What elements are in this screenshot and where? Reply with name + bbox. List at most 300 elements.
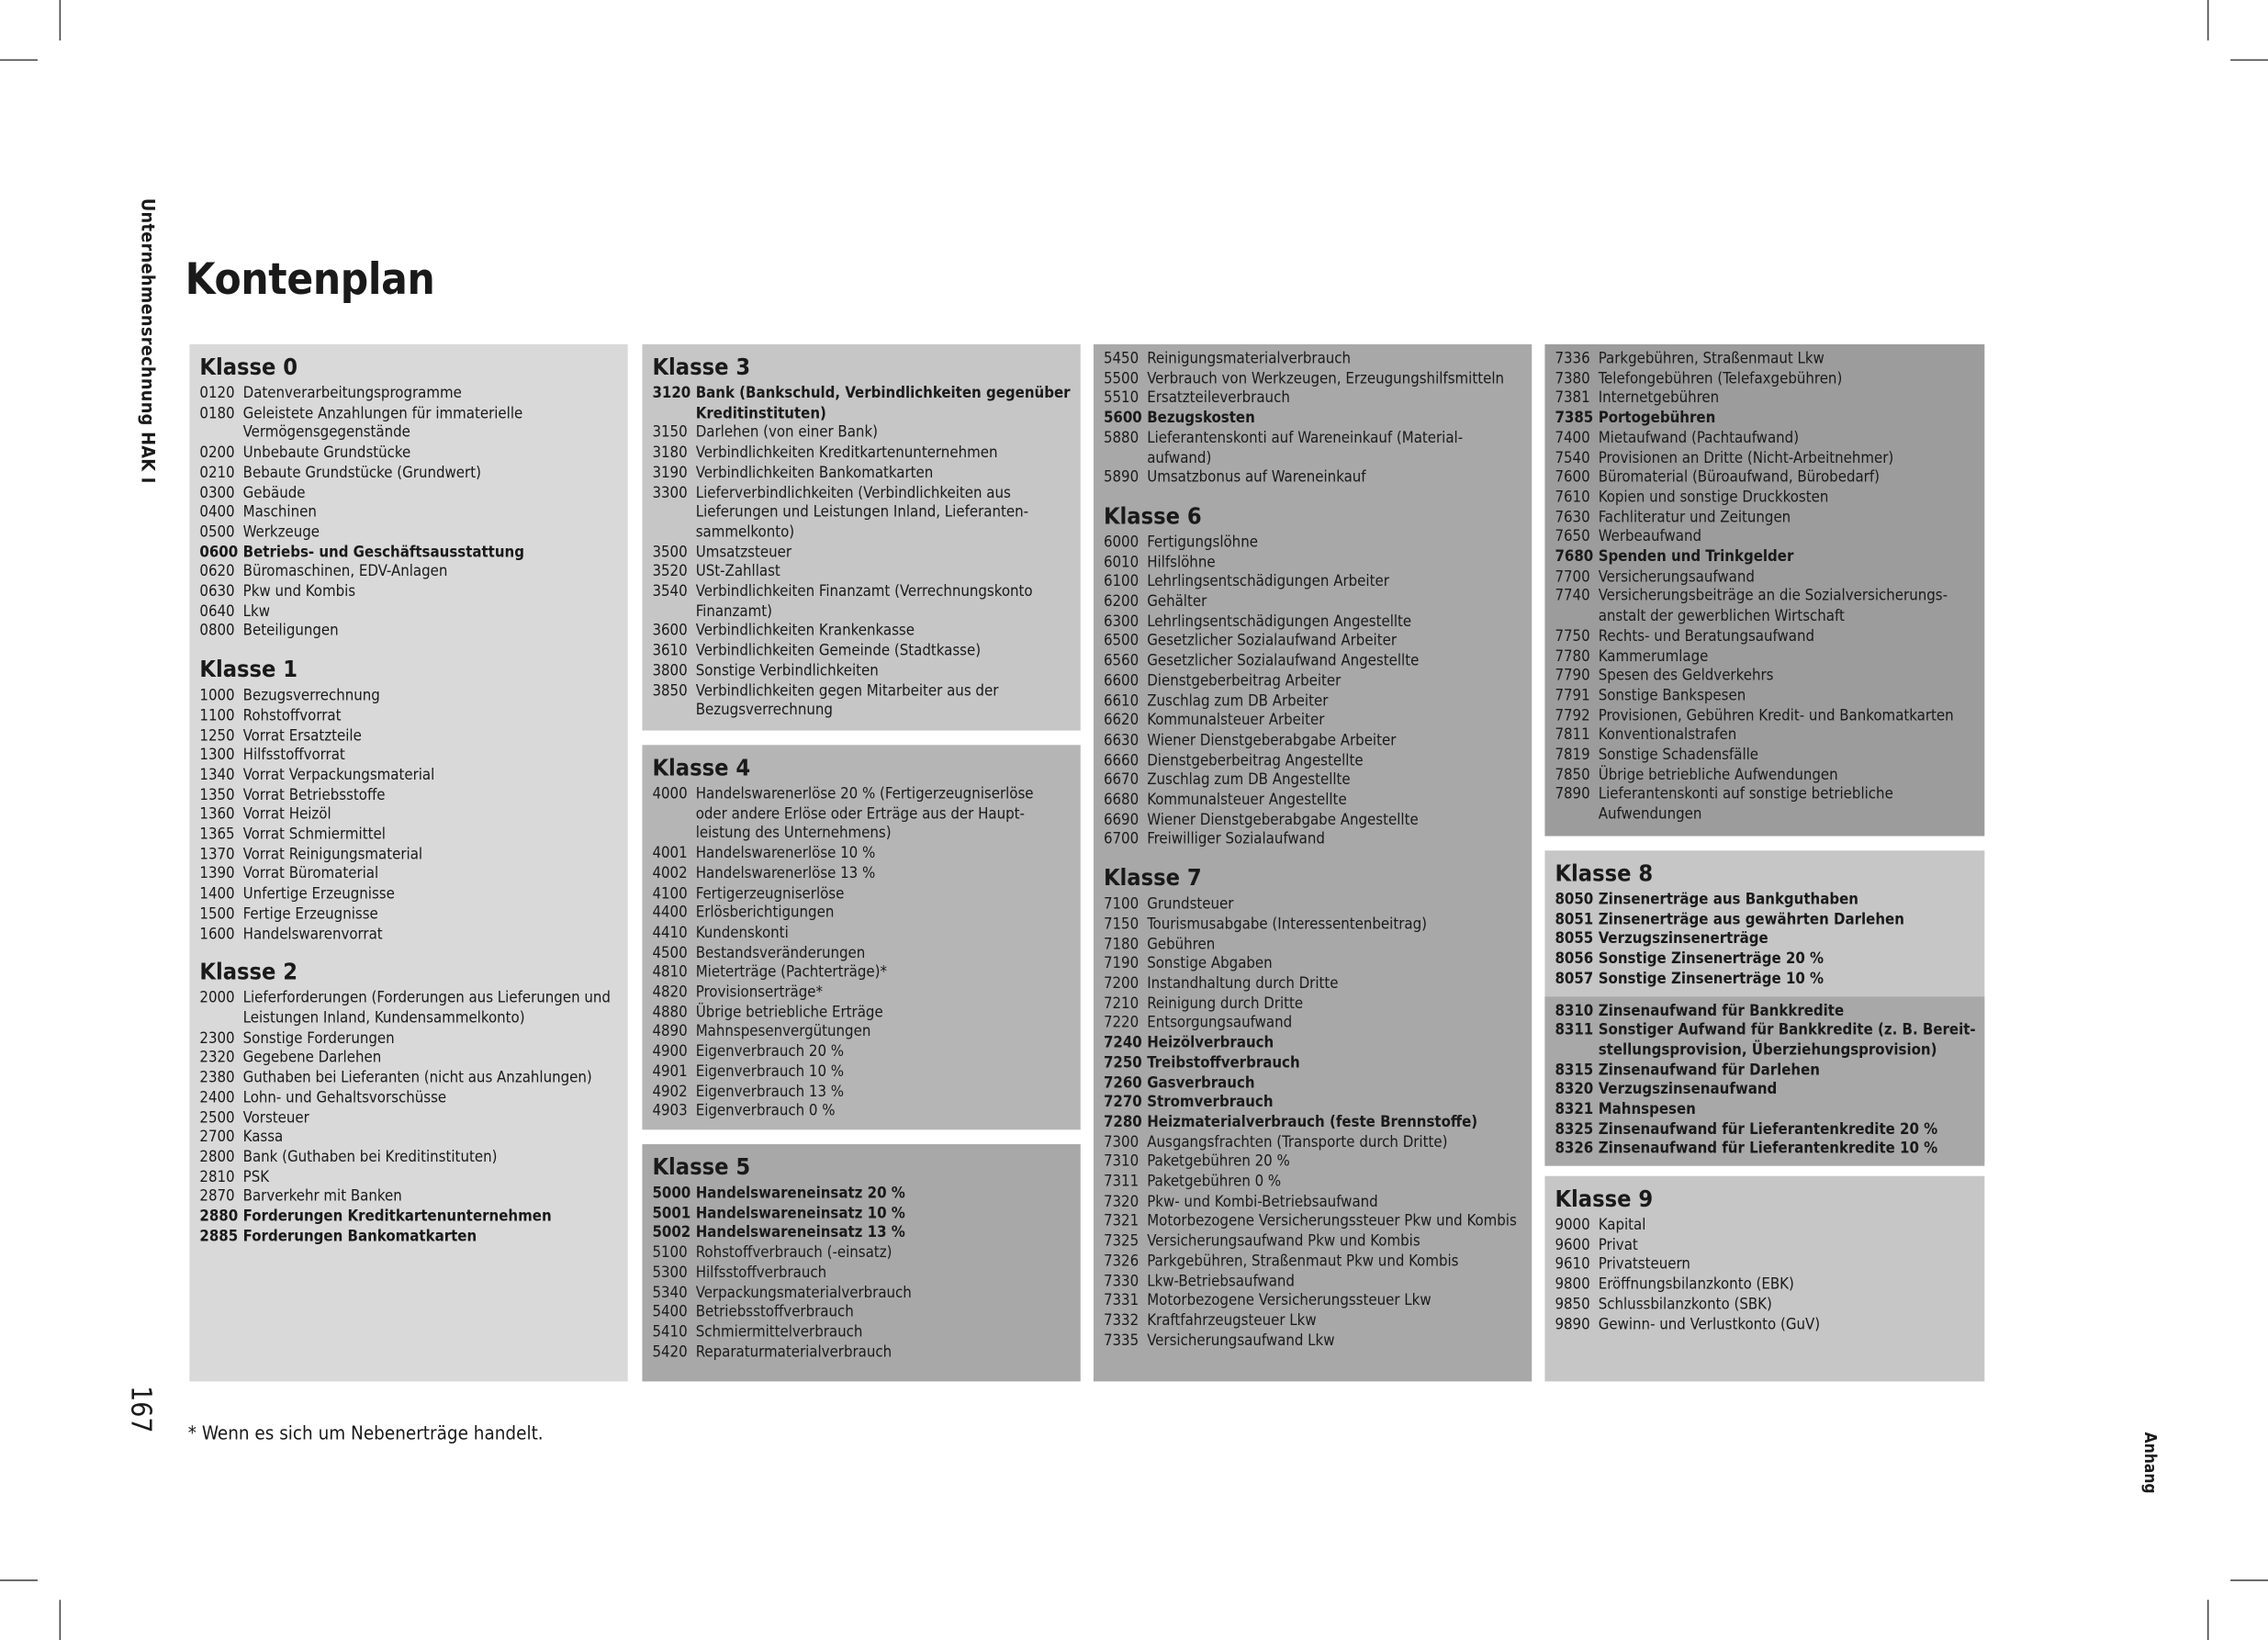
account-row	[652, 544, 1072, 564]
account-row	[1104, 573, 1523, 593]
account-name: Datenverarbeitungsprogramme	[242, 385, 462, 402]
account-name: Lohn- und Gehaltsvorschüsse	[242, 1088, 447, 1106]
account-number: 9610	[1555, 1256, 1590, 1274]
account-row	[652, 484, 1072, 504]
account-number: 6670	[1103, 771, 1140, 790]
account-row	[199, 926, 619, 946]
account-number: 7270	[1103, 1094, 1142, 1112]
account-row	[199, 786, 619, 806]
account-row	[199, 1069, 619, 1089]
account-name: Sonstige Schadensfälle	[1598, 746, 1759, 764]
account-number: 8326	[1555, 1140, 1594, 1158]
account-row	[199, 444, 619, 465]
account-name: Provisionserträge*	[695, 983, 823, 1002]
account-number: 5300	[652, 1264, 688, 1282]
account-number	[652, 602, 695, 623]
account-number: 4500	[652, 944, 688, 961]
account-row	[1104, 692, 1523, 713]
account-number: 3300	[652, 483, 688, 501]
account-number: 4810	[652, 963, 688, 982]
account-name: Pkw- und Kombi-Betriebsaufwand	[1147, 1193, 1378, 1211]
account-name: Kraftfahrzeugsteuer Lkw	[1147, 1311, 1317, 1330]
account-row	[1104, 1094, 1523, 1114]
account-row	[652, 662, 1072, 682]
account-name: Hilfslöhne	[1147, 553, 1216, 571]
crop-mark	[0, 1579, 38, 1581]
account-number: 2380	[199, 1069, 235, 1087]
crop-mark	[60, 0, 62, 40]
account-number: 2800	[199, 1148, 235, 1166]
account-row	[1104, 994, 1523, 1015]
account-name: Lieferantenskonti auf sonstige betriebliche	[1598, 786, 1893, 804]
account-row	[1104, 915, 1523, 936]
account-name: Sonstige Bankspesen	[1598, 687, 1746, 705]
account-name: Vorrat Ersatzteile	[242, 726, 362, 745]
account-name: Gebäude	[242, 483, 306, 501]
account-name: stellungsprovision, Überziehungsprovision)	[1598, 1041, 1937, 1059]
account-number: 1250	[199, 726, 235, 745]
account-number	[199, 1010, 242, 1030]
account-row	[1104, 1193, 1523, 1213]
account-number: 4400	[652, 904, 688, 922]
account-row	[1555, 370, 1975, 390]
account-number: 3150	[652, 424, 688, 443]
account-name: Lkw	[242, 602, 270, 621]
account-row	[199, 990, 619, 1010]
account-number: 0400	[199, 503, 235, 522]
account-number	[1555, 608, 1598, 628]
account-number	[652, 826, 695, 846]
account-number: 3610	[652, 642, 688, 660]
account-number: 8051	[1555, 910, 1594, 928]
klasse-heading: Klasse 5	[652, 1152, 751, 1181]
account-number: 7150	[1103, 915, 1140, 933]
account-number: 5000	[652, 1185, 691, 1203]
account-name: Dienstgeberbeitrag Arbeiter	[1147, 672, 1342, 691]
klasse-8-aufwand-block	[1544, 996, 1984, 1166]
account-name: Provisionen, Gebühren Kredit- und Bankomatkarten	[1598, 706, 1954, 725]
account-number: 7310	[1103, 1153, 1140, 1171]
account-number: 7332	[1103, 1311, 1140, 1330]
account-row	[1104, 955, 1523, 975]
account-name: Privatsteuern	[1598, 1256, 1690, 1274]
account-number: 6700	[1103, 830, 1140, 848]
account-number: 5001	[652, 1204, 691, 1222]
account-row	[652, 944, 1072, 964]
account-number: 8311	[1555, 1021, 1594, 1039]
klasse-heading: Klasse 8	[1555, 859, 1654, 887]
account-name: Hilfsstoffvorrat	[242, 747, 345, 765]
account-name: Finanzamt)	[695, 602, 773, 621]
account-name: Tourismusabgabe (Interessentenbeitrag)	[1147, 915, 1428, 933]
account-name: Bestandsveränderungen	[695, 944, 866, 961]
account-number: 0630	[199, 582, 235, 601]
account-name: Mahnspesen	[1598, 1100, 1696, 1118]
account-number: 2300	[199, 1029, 235, 1048]
account-row	[652, 504, 1072, 524]
account-number: 7300	[1103, 1133, 1140, 1151]
account-number: 7200	[1103, 974, 1140, 993]
account-row	[652, 464, 1072, 484]
account-number: 5450	[1103, 350, 1140, 368]
account-row	[199, 707, 619, 727]
account-number: 5890	[1103, 468, 1140, 487]
account-row	[199, 385, 619, 405]
account-name: Rohstoffvorrat	[242, 707, 342, 725]
box-klasse-5	[642, 1144, 1080, 1381]
account-name: Fertigungslöhne	[1147, 534, 1258, 552]
account-row	[1104, 1153, 1523, 1174]
account-number: 5600	[1103, 409, 1142, 427]
account-number: 6660	[1103, 751, 1140, 769]
account-row	[652, 1264, 1072, 1285]
account-row	[1104, 1331, 1523, 1352]
account-name: Fertige Erzeugnisse	[242, 904, 378, 923]
account-name: Handelswareneinsatz 10 %	[695, 1204, 905, 1222]
account-row	[1104, 975, 1523, 995]
account-name: Verzugszinsenerträge	[1598, 930, 1768, 949]
account-name: Paketgebühren 0 %	[1147, 1173, 1282, 1191]
account-row	[1555, 1236, 1975, 1256]
account-number: 4900	[652, 1043, 688, 1061]
account-number: 4820	[652, 983, 688, 1002]
account-row	[1104, 1252, 1523, 1273]
account-name: Versicherungsbeiträge an die Sozialversicherungs-	[1598, 588, 1948, 606]
account-name: Rohstoffverbrauch (-einsatz)	[695, 1243, 893, 1262]
account-number: 9800	[1555, 1275, 1590, 1294]
account-number: 4100	[652, 884, 688, 903]
account-row	[1104, 1054, 1523, 1074]
account-row	[199, 563, 619, 583]
account-name: Bank (Guthaben bei Kreditinstituten)	[242, 1148, 498, 1166]
account-number: 1500	[199, 904, 235, 923]
klasse-heading: Klasse 4	[652, 753, 751, 781]
account-row	[1104, 732, 1523, 752]
account-row	[1555, 950, 1975, 971]
account-number: 1100	[199, 707, 235, 725]
account-name: Gegebene Darlehen	[242, 1049, 382, 1067]
account-name: Kundenskonti	[695, 924, 789, 942]
account-name: Zinsenaufwand für Darlehen	[1598, 1061, 1820, 1079]
account-number: 6300	[1103, 612, 1140, 631]
account-name: Verzugszinsenaufwand	[1598, 1081, 1778, 1099]
account-name: sammelkonto)	[695, 523, 795, 542]
account-row	[199, 405, 619, 425]
account-number: 0210	[199, 464, 235, 482]
account-name: Zinsenaufwand für Lieferantenkredite 20 %	[1598, 1120, 1938, 1139]
account-name: Eigenverbrauch 0 %	[695, 1102, 836, 1120]
account-row	[652, 1185, 1072, 1205]
account-row	[199, 1188, 619, 1208]
account-row	[1555, 1140, 1975, 1161]
account-number: 7650	[1555, 528, 1590, 546]
account-name: Lieferforderungen (Forderungen aus Lieferungen und	[242, 989, 611, 1007]
account-row	[1104, 653, 1523, 673]
account-row	[199, 905, 619, 926]
running-title: Unternehmensrechnung HAK I	[137, 197, 160, 484]
account-row	[652, 1343, 1072, 1364]
account-number: 0640	[199, 602, 235, 621]
account-name: Verbindlichkeiten Kreditkartenunternehmen	[695, 444, 998, 462]
account-name: Kammerumlage	[1598, 647, 1709, 665]
account-number: 3600	[652, 623, 688, 640]
account-name: Verpackungsmaterialverbrauch	[695, 1284, 912, 1302]
account-row	[1555, 1296, 1975, 1316]
account-name: Schlussbilanzkonto (SBK)	[1598, 1296, 1772, 1314]
account-row	[199, 687, 619, 707]
account-row	[1555, 509, 1975, 529]
account-name: Privat	[1598, 1236, 1638, 1254]
account-number: 2810	[199, 1168, 235, 1186]
account-row	[652, 1284, 1072, 1304]
account-row	[199, 885, 619, 905]
account-row	[1555, 971, 1975, 991]
account-row	[1555, 747, 1975, 767]
account-row	[1555, 1120, 1975, 1140]
account-name: Versicherungsaufwand Pkw und Kombis	[1147, 1232, 1420, 1251]
account-number: 7210	[1103, 994, 1140, 1013]
account-row	[199, 1228, 619, 1248]
account-row	[652, 1063, 1072, 1084]
account-name: Wiener Dienstgeberabgabe Angestellte	[1147, 811, 1419, 829]
account-number: 5340	[652, 1284, 688, 1302]
account-row	[199, 767, 619, 787]
account-row	[199, 464, 619, 484]
account-number: 4901	[652, 1062, 688, 1081]
account-number: 4000	[652, 785, 688, 803]
account-number: 7320	[1103, 1193, 1140, 1211]
account-number: 7680	[1555, 548, 1594, 566]
account-name: Betriebs- und Geschäftsausstattung	[242, 543, 524, 561]
account-number: 3540	[652, 582, 688, 601]
account-number: 9850	[1555, 1296, 1590, 1314]
account-name: Lieferantenskonti auf Wareneinkauf (Material-	[1147, 429, 1464, 447]
account-number: 4001	[652, 845, 688, 863]
account-row	[199, 484, 619, 504]
account-name: Instandhaltung durch Dritte	[1147, 974, 1339, 993]
account-name: Fertigerzeugniserlöse	[695, 884, 845, 903]
account-name: Werbeaufwand	[1598, 528, 1701, 546]
account-name: Handelswarenerlöse 20 % (Fertigerzeugniserlöse	[695, 785, 1034, 803]
account-number: 7400	[1555, 429, 1590, 447]
account-number: 3500	[652, 543, 688, 561]
account-name: Übrige betriebliche Aufwendungen	[1598, 766, 1838, 784]
account-row	[1104, 1074, 1523, 1095]
account-number: 7325	[1103, 1232, 1140, 1251]
account-row	[1104, 633, 1523, 653]
account-name: Motorbezogene Versicherungssteuer Lkw	[1147, 1292, 1432, 1310]
account-row	[1104, 389, 1523, 410]
account-row	[1555, 469, 1975, 489]
account-number: 1400	[199, 885, 235, 904]
account-row	[652, 884, 1072, 904]
account-number: 7780	[1555, 647, 1590, 665]
account-row	[1555, 430, 1975, 450]
account-name: Treibstoffverbrauch	[1147, 1054, 1300, 1072]
account-number: 3190	[652, 464, 688, 482]
account-name: Portogebühren	[1598, 409, 1716, 427]
account-number: 9600	[1555, 1236, 1590, 1254]
account-row	[1555, 786, 1975, 806]
account-name: Unbebaute Grundstücke	[242, 444, 411, 462]
account-row	[652, 702, 1072, 722]
account-name: Forderungen Bankomatkarten	[242, 1227, 477, 1245]
account-number: 1390	[199, 865, 235, 883]
account-row	[1555, 608, 1975, 628]
crop-mark	[2230, 1579, 2268, 1581]
account-row	[652, 785, 1072, 805]
account-row	[652, 623, 1072, 643]
account-name: Sonstige Forderungen	[242, 1029, 395, 1048]
account-row	[652, 444, 1072, 465]
account-row	[1555, 1256, 1975, 1276]
account-number: 5400	[652, 1303, 688, 1321]
box-klasse-3	[642, 344, 1080, 731]
account-row	[652, 1023, 1072, 1043]
account-row	[652, 1083, 1072, 1103]
account-number: 4890	[652, 1023, 688, 1041]
account-row	[199, 602, 619, 623]
account-number: 2000	[199, 989, 235, 1007]
klasse-heading: Klasse 9	[1555, 1185, 1654, 1213]
account-number: 7240	[1103, 1034, 1142, 1052]
account-name: Handelswareneinsatz 13 %	[695, 1224, 905, 1242]
account-row	[199, 826, 619, 847]
account-number: 5500	[1103, 369, 1140, 388]
account-row	[199, 523, 619, 544]
account-name: Heizölverbrauch	[1147, 1034, 1274, 1052]
account-number: 1000	[199, 687, 235, 705]
account-row	[652, 583, 1072, 603]
account-name: Kreditinstituten)	[695, 404, 826, 422]
account-row	[1104, 350, 1523, 370]
crop-mark	[0, 60, 38, 62]
account-name: Stromverbrauch	[1147, 1094, 1274, 1112]
account-number: 7330	[1103, 1272, 1140, 1290]
account-row	[652, 523, 1072, 544]
account-name: Lehrlingsentschädigungen Angestellte	[1147, 612, 1412, 631]
account-number: 1600	[199, 925, 235, 943]
account-name: Geleistete Anzahlungen für immaterielle	[242, 404, 523, 422]
account-number	[652, 504, 695, 524]
account-row	[652, 682, 1072, 702]
account-name: Verbindlichkeiten Krankenkasse	[695, 623, 915, 640]
account-number: 7890	[1555, 786, 1590, 804]
account-number: 2880	[199, 1208, 239, 1226]
account-number: 2700	[199, 1129, 235, 1146]
account-number	[1555, 1041, 1598, 1062]
account-row	[1104, 1133, 1523, 1153]
account-row	[652, 805, 1072, 826]
account-name: Kommunalsteuer Arbeiter	[1147, 712, 1325, 730]
account-name: Handelswareneinsatz 20 %	[695, 1185, 905, 1203]
account-number: 3800	[652, 662, 688, 680]
account-row	[1104, 1232, 1523, 1252]
account-name: Zuschlag zum DB Angestellte	[1147, 771, 1351, 790]
account-row	[199, 1010, 619, 1030]
account-name: Aufwendungen	[1598, 805, 1702, 824]
account-number	[652, 523, 695, 544]
account-row	[1555, 806, 1975, 826]
account-number: 2500	[199, 1108, 235, 1127]
account-name: Verbindlichkeiten Finanzamt (Verrechnungskonto	[695, 582, 1033, 601]
account-number: 4903	[652, 1102, 688, 1120]
account-row	[652, 1205, 1072, 1225]
account-name: Provisionen an Dritte (Nicht-Arbeitnehmer)	[1598, 449, 1894, 467]
account-number: 7100	[1103, 895, 1140, 914]
account-row	[199, 544, 619, 564]
account-number: 7250	[1103, 1054, 1142, 1072]
account-row	[199, 747, 619, 767]
account-name: Sonstige Zinsenerträge 20 %	[1598, 950, 1825, 969]
account-name: Paketgebühren 20 %	[1147, 1153, 1290, 1171]
account-number: 7336	[1555, 350, 1590, 368]
account-row	[652, 1103, 1072, 1123]
account-row	[1104, 1273, 1523, 1293]
account-number: 7311	[1103, 1173, 1140, 1191]
account-row	[1104, 672, 1523, 692]
account-row	[199, 1208, 619, 1228]
account-number: 8057	[1555, 970, 1594, 988]
account-row	[1104, 1114, 1523, 1134]
account-number: 6620	[1103, 712, 1140, 730]
account-name: Eröffnungsbilanzkonto (EBK)	[1598, 1275, 1794, 1294]
account-row	[1104, 752, 1523, 772]
account-number: 7792	[1555, 706, 1590, 725]
account-name: Zinsenerträge aus Bankguthaben	[1598, 891, 1859, 909]
section-label: Anhang	[2140, 1432, 2160, 1494]
account-number: 3520	[652, 563, 688, 581]
account-number: 6100	[1103, 573, 1140, 591]
account-row	[652, 1244, 1072, 1264]
account-number: 1340	[199, 766, 235, 784]
account-number: 7380	[1555, 369, 1590, 388]
account-name: Fachliteratur und Zeitungen	[1598, 508, 1791, 526]
account-name: Sonstige Zinsenerträge 10 %	[1598, 970, 1825, 988]
account-number: 2870	[199, 1187, 235, 1206]
account-number: 7180	[1103, 935, 1140, 953]
account-name: Erlösberichtigungen	[695, 904, 835, 922]
account-name: leistung des Unternehmens)	[695, 825, 892, 843]
account-name: Versicherungsaufwand	[1598, 567, 1755, 586]
account-name: Bezugsverrechnung	[695, 702, 833, 720]
account-name: Betriebsstoffverbrauch	[695, 1303, 854, 1321]
account-number: 7750	[1555, 627, 1590, 646]
account-name: Sonstiger Aufwand für Bankkredite (z. B. Bereit-	[1598, 1021, 1976, 1039]
klasse-heading: Klasse 7	[1103, 863, 1202, 892]
account-row	[652, 1304, 1072, 1324]
account-number: 7630	[1555, 508, 1590, 526]
account-number: 7540	[1555, 449, 1590, 467]
account-number: 2320	[199, 1049, 235, 1067]
account-number: 7331	[1103, 1292, 1140, 1310]
account-name: Dienstgeberbeitrag Angestellte	[1147, 751, 1364, 769]
account-number	[652, 805, 695, 826]
account-name: Verbindlichkeiten Bankomatkarten	[695, 464, 934, 482]
account-name: Kommunalsteuer Angestellte	[1147, 791, 1347, 809]
account-name: Darlehen (von einer Bank)	[695, 424, 879, 443]
account-name: Wiener Dienstgeberabgabe Arbeiter	[1147, 732, 1397, 749]
account-name: Vorrat Heizöl	[242, 806, 331, 824]
account-name: Lieferungen und Leistungen Inland, Lieferanten-	[695, 503, 1029, 522]
account-number: 8315	[1555, 1061, 1594, 1079]
account-name: Vorsteuer	[242, 1108, 309, 1127]
account-name: Kapital	[1598, 1216, 1646, 1234]
account-name: Eigenverbrauch 20 %	[695, 1043, 845, 1061]
account-name: Reparaturmaterialverbrauch	[695, 1342, 893, 1361]
account-row	[199, 583, 619, 603]
account-row	[652, 1043, 1072, 1063]
